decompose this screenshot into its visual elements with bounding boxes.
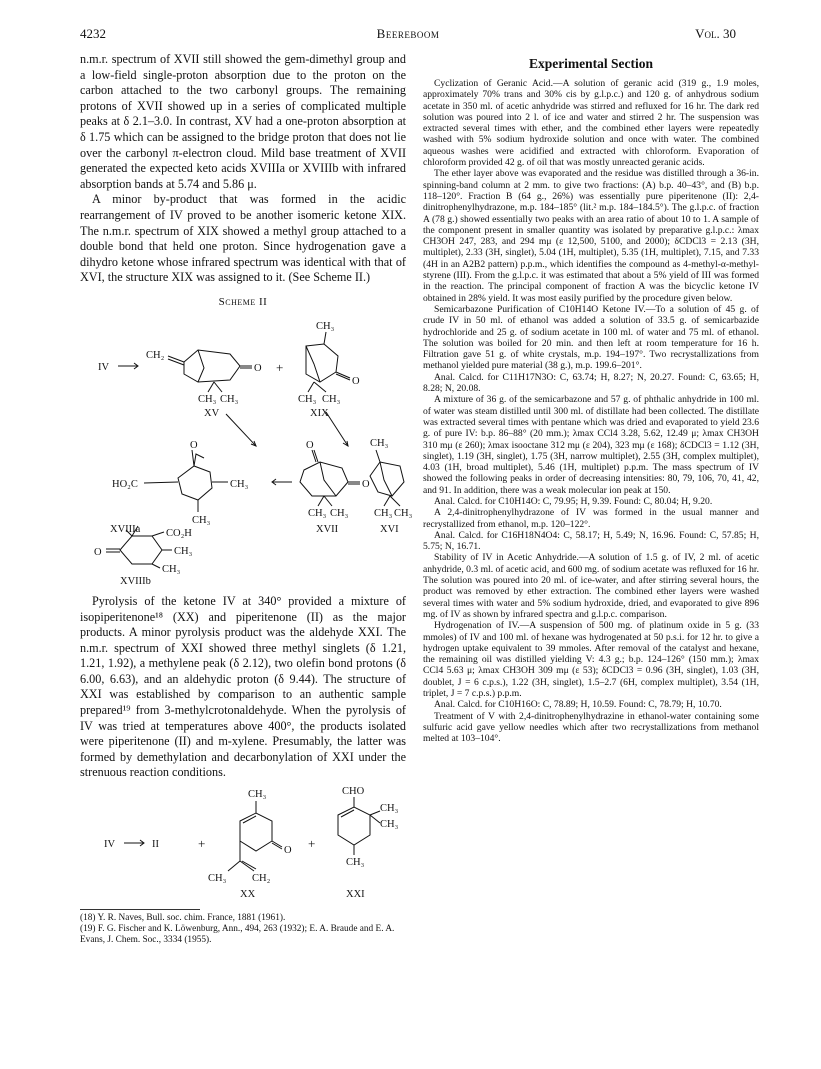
experimental-section-title: Experimental Section — [528, 56, 654, 71]
label2-ii: II — [152, 839, 159, 851]
label-xviiia-ch3b: CH₃ — [192, 514, 211, 526]
pyrolysis-scheme-figure — [80, 785, 406, 903]
paragraph-pyrolysis: Pyrolysis of the ketone IV at 340° provided a mixture of isopiperitenone¹⁸ (XX) and piperitenone (II) as the major products. A minor pyrolysis product was the aldehyde XXI. The n.m.r. spectrum of XXI showed three methyl singlets (δ 1.21, 1.21, 1.92), a methylene peak (δ 2.12), two olefin bond protons (δ 6.00, 6.63), and an aldehydic proton (δ 9.44). The structure of XXI was established by comparison to an authentic sample prepared¹⁹ from 3-methylcrotonaldehyde. When the pyrolysis of IV was tried at temperatures above 400°, the products isolated were piperitenone (II) and m-xylene. Presumably, the latter was formed by demethylation and decarbonylation of XXI under the strenuous reaction conditions. — [80, 593, 406, 780]
label-co2h: CO₂H — [166, 527, 192, 539]
label-xix: XIX — [310, 407, 329, 419]
label2-xxi-ch3c: CH₃ — [346, 857, 365, 869]
label2-iv: IV — [104, 839, 116, 851]
paragraph-xix: A minor by-product that was formed in the acidic rearrangement of IV proved to be another isomeric ketone XIX. The n.m.r. spectrum of XIX showed a methyl group attached to a double bond that held one proton. Since hydrogenation gave a dihydro ketone whose infrared spectrum was identical with that of XVI, the structure XIX was assigned to it. (See Scheme II.) — [80, 192, 406, 285]
label-xviiia-o: O — [190, 439, 198, 451]
volume-label: Vol. 30 — [695, 26, 736, 41]
label2-cho: CHO — [342, 786, 365, 798]
scheme-title: Scheme II — [218, 295, 268, 308]
exp-distillation: The ether layer above was evaporated and the residue was distilled through a 36-in. spinning-band column at 2 mm. to give two fractions: (A) b.p. 40–43°, and (B) b.p. 118–120°. Fraction B (64 g., 26%) was essentially pure piperitenone (II): 2,4-dinitrophenylhydrazone, m.p. 184–185° (lit.² m.p. 184–184.5°). The g.l.p.c. of fraction A (78 g.) showed essentially two peaks with an area ratio of about 10 to 1. A sample of the component present in smaller quantity was isolated by preparative g.l.p.c.: λmax CH3OH 247, 283, and 294 mμ (ε 12,500, 5100, and 2000); δCDCl3 = 2.13 (3H, multiplet), 2.33 (3H, singlet), 5.04 (1H, multiplet), 5.35 (1H, multiplet), 7.15, and 7.33 (4H in an A2B2 pattern) p.p.m., which identifies the compound as 4-methyl-α-methyl-styrene (III). From the g.l.p.c. it was estimated that about a 5% yield of III was formed in the reaction. The principal component of fraction A was the bicyclic ketone IV obtained in 28% yield. It was most easily purified by the procedure given below. — [423, 168, 759, 304]
label-xvii-o2: O — [362, 478, 370, 490]
footnote-18: (18) Y. R. Naves, Bull. soc. chim. France, 1881 (1961). — [80, 913, 286, 924]
paragraph-nmr-xvii: n.m.r. spectrum of XVII still showed the gem-dimethyl group and a low-field single-proton absorption due to the proton on the carbon attached to the two carbonyl groups. The remaining protons of XVII showed up in a series of complicated multiple peaks at δ 2.1–3.0. In contrast, XV had a one-proton absorption at δ 1.75 which can be assigned to the bridge proton that does not lie over the carbonyl π-electron cloud. Mild base treatment of XVII generated the expected keto acids XVIIIa or XVIIIb with infrared absorption bands at 5.74 and 5.86 μ. — [80, 52, 406, 191]
label2-xx-ch3b: CH₃ — [208, 873, 227, 885]
label-xix-ch3a: CH₃ — [298, 393, 317, 405]
running-author: Beereboom — [376, 26, 440, 41]
label-xvi-ch3b: CH₃ — [394, 507, 413, 519]
label-xvi-ch3a: CH₃ — [374, 507, 393, 519]
footnote-19: (19) F. G. Fischer and K. Löwenburg, Ann., 494, 263 (1932); E. A. Braude and E. A. Evans, J. Chem. Soc., 3334 (1955). — [80, 924, 395, 946]
exp-steam-distillation: A mixture of 36 g. of the semicarbazone and 57 g. of phthalic anhydride in 100 ml. of water was steam distilled until 300 ml. of distillate had been collected. The distillate was extracted several times with pentane which was dried and evaporated to yield 23.6 g. of pure IV: b.p. 86–88° (20 mm.); λmax CCl4 3.28, 5.62, 12.49 μ; λmax CH3OH 310 mμ (ε 260); λmax isooctane 312 mμ (ε 204), 323 mμ (ε 168); δCDCl3 = 1.12 (3H, singlet), 1.19 (3H, singlet), 1.75 (3H, narrow multiplet), 2.55 (3H, complex multiplet), 4.03 (1H, broad multiplet), 5.46 (1H, multiplet) p.p.m. The mass spectrum of IV showed the following peaks in order of decreasing intensities: 80, 79, 106, 70, 41, 42, and 91. In addition, there was a weak molecular ion peak at 150. — [423, 394, 759, 496]
label-iv: IV — [98, 361, 110, 373]
page-header — [80, 26, 736, 44]
label-xviiia: XVIIIa — [110, 523, 141, 535]
label2-xx-ch2: CH₂ — [252, 873, 271, 885]
exp-hydrogenation: Hydrogenation of IV.—A suspension of 500 mg. of platinum oxide in 5 g. (33 mmoles) of IV and 100 ml. of hexane was hydrogenated at 50 p.s.i. for 12 hr. to give a hydrogen uptake equivalent to 39 mmoles. After removal of the catalyst and hexane, the remaining oil was distilled yielding V: 4.3 g.; b.p. 124–126° (150 mm.); λmax CCl4 5.63 μ; λmax CH3OH 309 mμ (ε 53); δCDCl3 = 0.96 (3H, singlet), 1.03 (3H, doublet, J = 6 c.p.s.), 1.22 (3H, singlet), 1.5–2.7 (6H, complex multiplet), 3.54 (1H, triplet, J = 7 c.p.s.) p.p.m. — [423, 620, 759, 700]
label2-xxi: XXI — [346, 889, 365, 901]
label-xviiia-ch3: CH₃ — [230, 478, 249, 490]
right-column — [423, 52, 759, 745]
label2-xxi-ch3b: CH₃ — [380, 819, 399, 831]
label-xix-ch3b: CH₃ — [322, 393, 341, 405]
label2-xxi-ch3a: CH₃ — [380, 803, 399, 815]
exp-stability: Stability of IV in Acetic Anhydride.—A solution of 1.5 g. of IV, 2 ml. of acetic anhydride, 0.3 ml. of acetic acid, and 600 mg. of sodium acetate was refluxed for 16 hr. The solution was poured into 20 ml. of ice-water, and after stirring several hours, the product was removed by ether extraction. The combined ether layers were washed several times with water and 5% sodium hydroxide, dried, and evaporated to give 896 mg. of IV as shown by infrared spectra and g.l.p.c. comparison. — [423, 552, 759, 620]
label-xvi-ch3: CH₃ — [370, 437, 389, 449]
label-ho2c: HO₂C — [112, 478, 138, 490]
label-plus: + — [276, 359, 284, 375]
exp-dnp: A 2,4-dinitrophenylhydrazone of IV was formed in the usual manner and recrystallized from ethanol, m.p. 120–122°. — [423, 507, 759, 530]
label-xviiib-ch3b: CH₃ — [162, 563, 181, 575]
exp-treatment-v: Treatment of V with 2,4-dinitrophenylhydrazine in ethanol-water containing some sulfuric acid gave yellow needles which after two recrystallizations from methanol melted at 103–104°. — [423, 710, 759, 745]
label-xv: XV — [204, 407, 220, 419]
label-xv-ch3b: CH₃ — [220, 393, 239, 405]
label-xvii-ch3b: CH₃ — [330, 507, 349, 519]
label-xviiib: XVIIIb — [120, 575, 151, 587]
label-ch2: CH₂ — [146, 349, 165, 361]
label2-xx: XX — [240, 889, 256, 901]
footnote-rule — [80, 909, 200, 910]
exp-anal-4: Anal. Calcd. for C10H16O: C, 78.89; H, 10.59. Found: C, 78.79; H, 10.70. — [434, 699, 722, 711]
label2-plus-b: + — [308, 836, 316, 852]
label-xv-o: O — [254, 362, 262, 374]
label2-plus-a: + — [198, 836, 206, 852]
label-xviiib-ch3: CH₃ — [174, 545, 193, 557]
left-column — [80, 52, 413, 946]
scheme-ii-figure — [80, 310, 413, 588]
exp-semicarbazone: Semicarbazone Purification of C10H14O Ketone IV.—To a solution of 45 g. of crude IV in 50 ml. of ethanol was added a solution of 33.5 g. of semicarbazide hydrochloride and 25 g. of sodium acetate in 100 ml. of water and 75 ml. of ethanol. The solution was boiled for 20 min. and then left at room temperature for 16 h. Filtration gave 51 g. of white crystals, m.p. 194–197°. Two recrystallizations from methanol yielded pure material (38 g.), m.p. 199.6–201°. — [423, 303, 759, 372]
exp-anal-2: Anal. Calcd. for C10H14O: C, 79.95; H, 9.39. Found: C, 80.04; H, 9.20. — [434, 495, 713, 507]
label-xv-ch3a: CH₃ — [198, 393, 217, 405]
exp-cyclization: Cyclization of Geranic Acid.—A solution of geranic acid (319 g., 1.9 moles, approximately 70% trans and 30% cis by g.l.p.c.) and 120 g. of anhydrous sodium acetate in 350 ml. of acetic anhydride was stirred and refluxed for 16 hr. The dark red solution was poured into 2 l. of ice and water and stirred 2 hr. The suspension was extracted several times with ether, and the combined ether layers were repeatedly washed with 5% sodium hydroxide solution and once with water. The combined aqueous washes were acidified and extracted with chloroform. Evaporation of chloroform provided 42 g. of oil that was mostly unreacted geranic acids. — [423, 78, 759, 169]
page-number: 4232 — [80, 26, 106, 41]
label-xviiib-o: O — [94, 546, 102, 558]
label-xvii-o: O — [306, 439, 314, 451]
label-xvii: XVII — [316, 523, 339, 535]
exp-anal-3: Anal. Calcd. for C16H18N4O4: C, 58.17; H, 5.49; N, 16.96. Found: C, 57.85; H, 5.75; N, 16.71. — [423, 529, 759, 553]
label2-xx-o: O — [284, 845, 292, 857]
label-xvi: XVI — [380, 523, 399, 535]
exp-anal-1: Anal. Calcd. for C11H17N3O: C, 63.74; H, 8.27; N, 20.27. Found: C, 63.65; H, 8.28; N, 20.08. — [423, 371, 759, 395]
label-xix-o: O — [352, 375, 360, 387]
label-xix-ch3: CH₃ — [316, 320, 335, 332]
label-xvii-ch3a: CH₃ — [308, 507, 327, 519]
label2-xx-ch3: CH₃ — [248, 789, 267, 801]
